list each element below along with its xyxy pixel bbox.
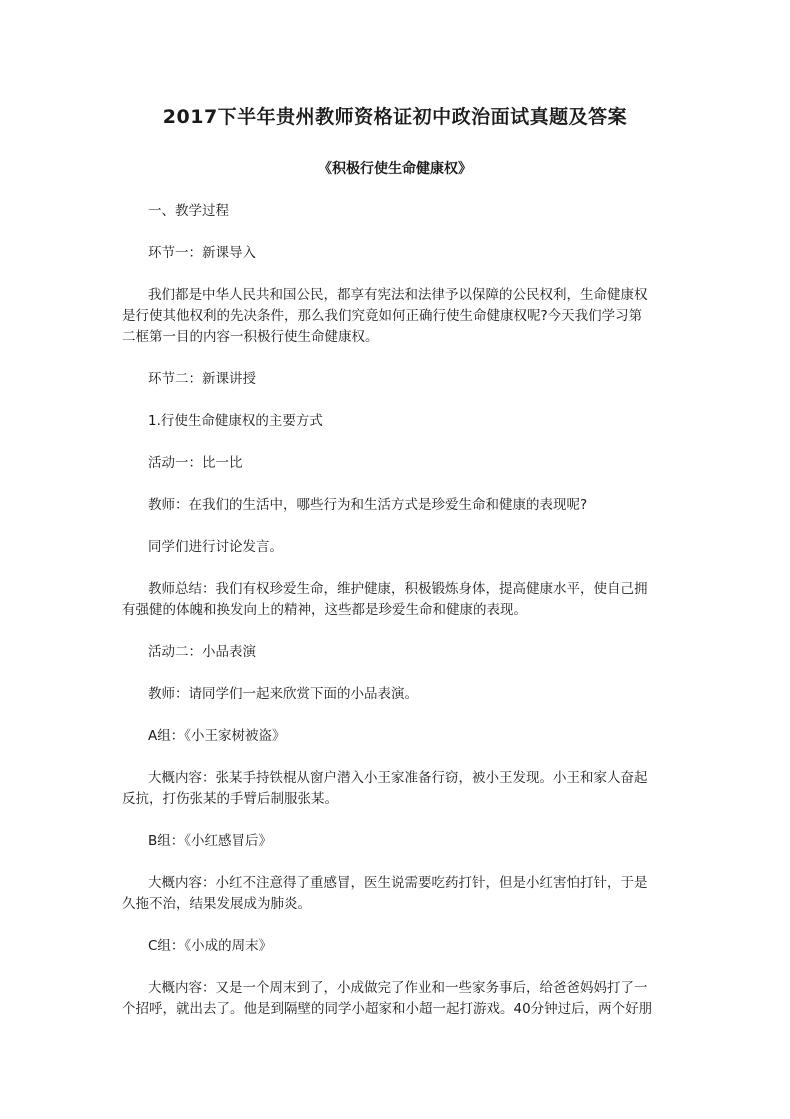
document-subtitle: 《积极行使生命健康权》	[318, 161, 472, 177]
group-heading: A组：《小王家树被盗》	[148, 728, 286, 744]
paragraph-line: 大概内容：又是一个周末到了，小成做完了作业和一些家务事后，给爸爸妈妈打了一	[148, 980, 648, 996]
group-c-paragraph	[122, 978, 668, 1020]
group-a-paragraph	[122, 768, 668, 810]
step-heading: 环节二：新课讲授	[148, 371, 256, 387]
activity-heading: 活动一：比一比	[148, 455, 243, 471]
paragraph-line: 大概内容：小红不注意得了重感冒，医生说需要吃药打针，但是小红害怕打针，于是	[148, 875, 648, 891]
paragraph-line: 久拖不治，结果发展成为肺炎。	[122, 896, 311, 912]
paragraph-line: 大概内容：张某手持铁棍从窗户潜入小王家准备行窃，被小王发现。小王和家人奋起	[148, 770, 648, 786]
paragraph-line: 反抗，打伤张某的手臂后制服张某。	[122, 791, 338, 807]
teacher-question: 教师：在我们的生活中，哪些行为和生活方式是珍爱生命和健康的表现呢?	[148, 497, 588, 513]
document-title: 2017下半年贵州教师资格证初中政治面试真题及答案	[162, 106, 628, 128]
paragraph-line: 个招呼，就出去了。他是到隔壁的同学小超家和小超一起打游戏。40分钟过后，两个好朋	[122, 1001, 653, 1017]
teacher-question: 教师：请同学们一起来欣赏下面的小品表演。	[148, 686, 418, 702]
intro-paragraph	[122, 285, 668, 348]
students-text: 同学们进行讨论发言。	[148, 539, 283, 555]
paragraph-line: 有强健的体魄和换发向上的精神，这些都是珍爱生命和健康的表现。	[122, 602, 527, 618]
paragraph-line: 教师总结：我们有权珍爱生命，维护健康，积极锻炼身体，提高健康水平，使自己拥	[148, 581, 648, 597]
step-heading: 环节一：新课导入	[148, 245, 256, 261]
group-heading: B组：《小红感冒后》	[148, 833, 273, 849]
section-heading: 一、教学过程	[148, 203, 229, 219]
group-heading: C组：《小成的周末》	[148, 938, 273, 954]
document-body	[122, 201, 668, 1041]
paragraph-line: 是行使其他权利的先决条件，那么我们究竟如何正确行使生命健康权呢?今天我们学习第	[122, 308, 643, 324]
paragraph-line: 我们都是中华人民共和国公民，都享有宪法和法律予以保障的公民权利，生命健康权	[148, 287, 648, 303]
point-heading: 1.行使生命健康权的主要方式	[148, 413, 323, 429]
summary-paragraph	[122, 579, 668, 621]
paragraph-line: 二框第一目的内容一积极行使生命健康权。	[122, 329, 379, 345]
group-b-paragraph	[122, 873, 668, 915]
activity-heading: 活动二：小品表演	[148, 644, 256, 660]
